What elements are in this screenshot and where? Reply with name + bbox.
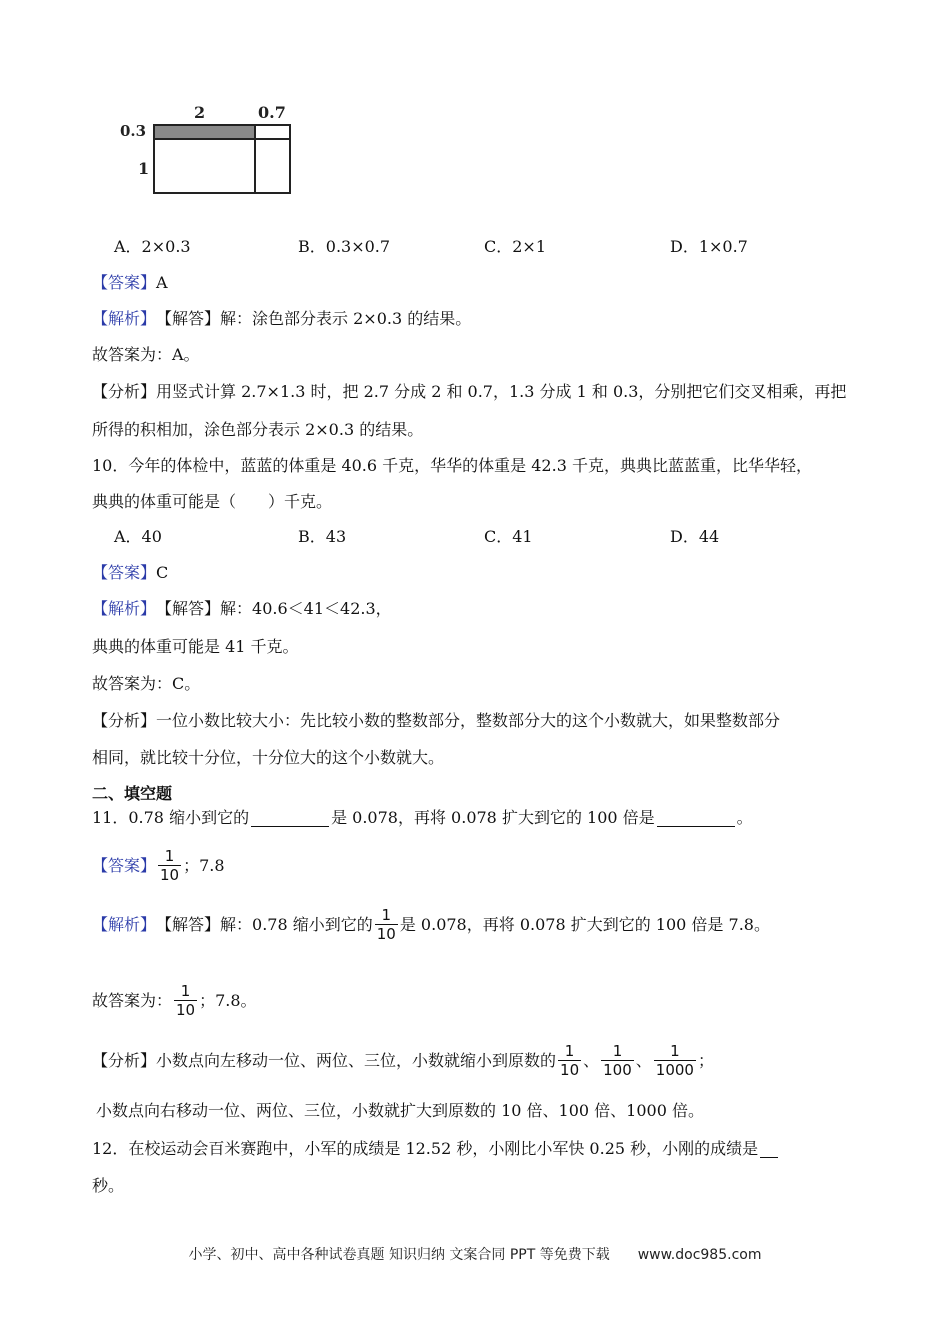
fraction-numerator: 1	[564, 1042, 575, 1060]
analysis-sub-tag: 【解答】	[156, 914, 221, 934]
q9-analysis	[92, 308, 471, 330]
q10-fenxi	[92, 710, 780, 732]
q11-part1: 11．0.78 缩小到它的	[92, 808, 250, 827]
fenxi-tag: 【分析】	[92, 711, 157, 730]
analysis-text: 解：40.6＜41＜42.3，	[220, 599, 392, 618]
fraction-denominator: 10	[560, 1061, 580, 1079]
fraction-denominator: 10	[376, 925, 396, 943]
q11-analysis	[92, 906, 770, 943]
shaded-region	[154, 125, 255, 139]
q11-answer	[92, 847, 225, 884]
separator: 、	[635, 1050, 652, 1070]
fenxi-fraction-3	[654, 1042, 696, 1079]
fraction-numerator: 1	[180, 982, 191, 1000]
q9-fenxi	[92, 381, 846, 403]
fenxi-tag: 【分析】	[92, 382, 157, 401]
fraction-numerator: 1	[670, 1042, 680, 1060]
fenxi-text: 一位小数比较大小：先比较小数的整数部分，整数部分大的这个小数就大，如果整数部分	[156, 711, 781, 730]
blank-1	[251, 810, 329, 827]
q11-fenxi	[92, 1042, 714, 1079]
conclusion-part1: 故答案为：	[92, 990, 173, 1010]
figure-label-0.3: 0.3	[120, 122, 147, 140]
q11-question	[92, 807, 753, 829]
q9-option-c: C．2×1	[484, 237, 547, 256]
q10-analysis	[92, 598, 392, 620]
figure-label-2: 2	[194, 103, 206, 122]
answer-tag: 【答案】	[92, 563, 157, 582]
fenxi-end: ；	[697, 1050, 714, 1070]
q10-fenxi-line2: 相同，就比较十分位，十分位大的这个小数就大。	[92, 748, 445, 767]
q9-conclusion: 故答案为：A。	[92, 345, 200, 364]
q12-text: 12．在校运动会百米赛跑中，小军的成绩是 12.52 秒，小刚比小军快 0.25 秒，小刚的成绩是	[92, 1139, 759, 1158]
fraction-numerator: 1	[164, 847, 175, 865]
analysis-tag: 【解析】	[92, 599, 157, 618]
fenxi-text: 小数点向左移动一位、两位、三位，小数就缩小到原数的	[156, 1050, 557, 1070]
q11-fenxi-line2: 小数点向右移动一位、两位、三位，小数就扩大到原数的 10 倍、100 倍、1000 倍。	[96, 1101, 704, 1120]
fenxi-fraction-1	[558, 1042, 581, 1079]
q10-option-b: B．43	[298, 527, 347, 546]
q11-part3: 。	[736, 808, 753, 827]
analysis-part2: 是 0.078，再将 0.078 扩大到它的 100 倍是 7.8。	[399, 914, 770, 934]
analysis-sub-tag: 【解答】	[156, 309, 221, 328]
q11-conclusion	[92, 982, 257, 1019]
figure-label-0.7: 0.7	[258, 103, 286, 122]
analysis-text: 解：涂色部分表示 2×0.3 的结果。	[220, 309, 472, 328]
q12-question-line2: 秒。	[92, 1176, 125, 1195]
answer-tag: 【答案】	[92, 273, 157, 292]
fraction-denominator: 10	[160, 866, 180, 884]
fenxi-text: 用竖式计算 2.7×1.3 时，把 2.7 分成 2 和 0.7，1.3 分成 1 和 0.3，分别把它们交叉相乘，再把	[156, 382, 847, 401]
analysis-fraction	[375, 906, 398, 943]
separator: 、	[583, 1050, 600, 1070]
section-heading: 二、填空题	[92, 784, 173, 803]
q11-part2: 是 0.078，再将 0.078 扩大到它的 100 倍是	[331, 808, 655, 827]
analysis-tag: 【解析】	[92, 309, 157, 328]
answer-rest: ；7.8	[183, 855, 225, 875]
q9-fenxi-line2: 所得的积相加，涂色部分表示 2×0.3 的结果。	[92, 420, 424, 439]
q10-option-a: A．40	[114, 527, 162, 546]
answer-value: C	[156, 563, 169, 582]
analysis-tag: 【解析】	[92, 914, 157, 934]
fenxi-tag: 【分析】	[92, 1050, 157, 1070]
fraction-numerator: 1	[612, 1042, 623, 1060]
q10-option-c: C．41	[484, 527, 533, 546]
q9-answer	[92, 272, 168, 294]
q10-conclusion: 故答案为：C。	[92, 674, 201, 693]
fenxi-fraction-2	[601, 1042, 634, 1079]
q10-answer	[92, 562, 168, 584]
conclusion-part2: ；7.8。	[199, 990, 257, 1010]
fraction-denominator: 100	[603, 1061, 632, 1079]
q9-option-a: A．2×0.3	[114, 237, 191, 256]
fraction-denominator: 10	[176, 1001, 196, 1019]
q10-question-line2: 典典的体重可能是（ ）千克。	[92, 492, 333, 511]
conclusion-fraction	[174, 982, 197, 1019]
q10-question-line1: 10．今年的体检中，蓝蓝的体重是 40.6 千克，华华的体重是 42.3 千克，典典比蓝蓝重，比华华轻，	[92, 456, 812, 475]
answer-tag: 【答案】	[92, 855, 157, 875]
analysis-sub-tag: 【解答】	[156, 599, 221, 618]
fraction-denominator: 1000	[655, 1061, 694, 1079]
answer-value: A	[156, 273, 168, 292]
q10-option-d: D．44	[670, 527, 720, 546]
q12-question-line1	[92, 1138, 780, 1160]
page-footer: 小学、初中、高中各种试卷真题 知识归纳 文案合同 PPT 等免费下载 www.doc985.com	[188, 1247, 762, 1263]
q9-option-d: D．1×0.7	[670, 237, 748, 256]
blank-1	[760, 1141, 778, 1158]
figure-label-1: 1	[138, 159, 150, 178]
q10-analysis-line2: 典典的体重可能是 41 千克。	[92, 637, 299, 656]
blank-2	[657, 810, 735, 827]
q9-option-b: B．0.3×0.7	[298, 237, 391, 256]
fraction-numerator: 1	[381, 906, 392, 924]
area-model-figure	[118, 96, 308, 200]
answer-fraction	[158, 847, 181, 884]
analysis-part1: 解：0.78 缩小到它的	[220, 914, 373, 934]
